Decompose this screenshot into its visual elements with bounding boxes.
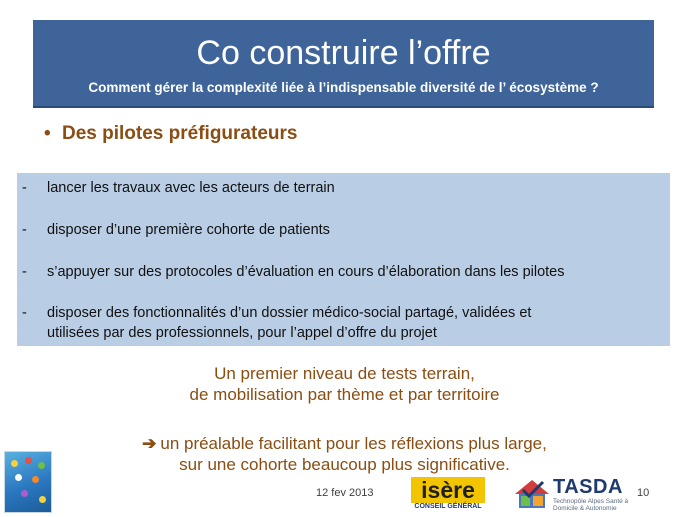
title-banner [33,20,654,108]
conclusion-line [0,433,689,454]
list-item-text: lancer les travaux avec les acteurs de terrain [47,180,335,196]
list-dash: - [22,222,27,238]
list-item-text: utilisées par des professionnels, pour l’appel d’offre du projet [47,325,437,341]
list-dash: - [22,264,27,280]
summary-text [0,363,689,405]
tasda-logo [513,476,633,512]
list-item-text: s’appuyer sur des protocoles d’évaluation en cours d’élaboration dans les pilotes [47,264,565,280]
slide-date: 12 fev 2013 [316,487,374,499]
tasda-logo-tagline: Technopôle Alpes Santé à Domicile & Autonomie [553,498,629,512]
summary-line: Un premier niveau de tests terrain, [214,364,475,383]
page-number: 10 [637,487,650,499]
conclusion-text [0,433,689,475]
conclusion-line: sur une cohorte beaucoup plus significative. [179,455,510,474]
isere-logo-name: isère [411,477,485,503]
bullet-icon: • [44,123,51,144]
list-item-text: disposer des fonctionnalités d’un dossier médico-social partagé, validées et [47,305,532,321]
arrow-right-icon: ➔ [142,434,157,453]
conclusion-line-text: un préalable facilitant pour les réflexions plus large, [160,434,547,453]
bullet-heading [44,121,297,147]
list-dash: - [22,305,27,321]
slide-subtitle: Comment gérer la complexité liée à l’indispensable diversité de l’ écosystème ? [88,80,599,95]
list-dash: - [22,180,27,196]
isere-logo-tagline: CONSEIL GÉNÉRAL [414,503,482,510]
isere-logo [411,477,485,511]
objectives-list [17,173,670,346]
list-item-text: disposer d’une première cohorte de patients [47,222,330,238]
slide-title: Co construire l’offre [196,34,491,72]
tasda-house-icon [513,478,551,510]
document-thumbnail [4,451,52,513]
tasda-logo-name: TASDA [553,476,623,498]
bullet-heading-text: Des pilotes préfigurateurs [62,123,298,144]
summary-line: de mobilisation par thème et par territoire [189,385,500,404]
